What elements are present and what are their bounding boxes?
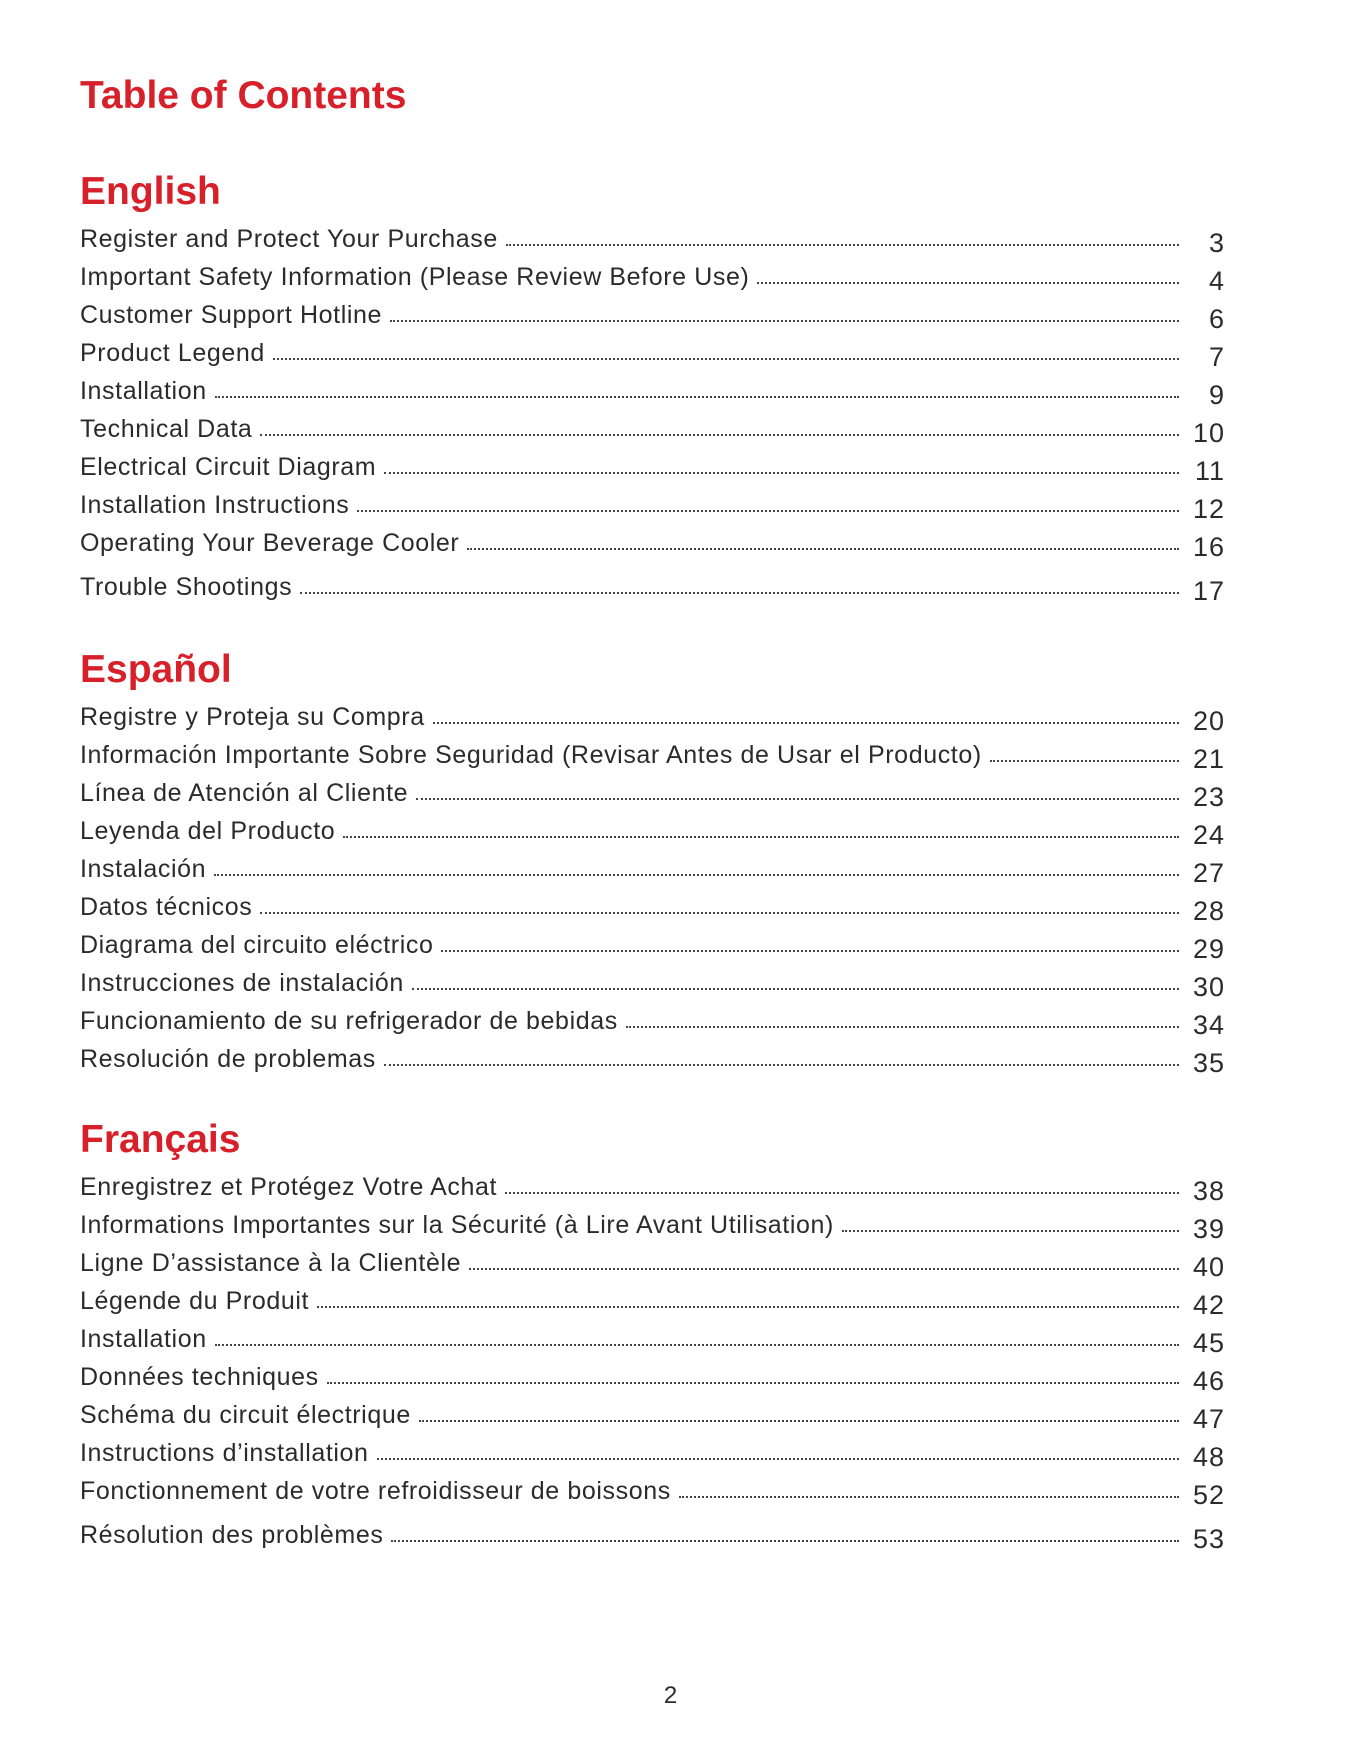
dot-leader (273, 357, 1179, 360)
toc-entry-page-number: 4 (1208, 266, 1225, 296)
dot-leader (757, 281, 1179, 284)
dot-leader (419, 1419, 1179, 1422)
toc-entry-label: Installation (80, 1325, 207, 1353)
toc-entry-label: Installation (80, 377, 207, 405)
toc-entry[interactable] (80, 732, 1225, 774)
toc-entry-page-number: 48 (1192, 1442, 1225, 1472)
toc-entry[interactable] (80, 694, 1225, 736)
toc-entry[interactable] (80, 1430, 1225, 1472)
toc-entry-page-number: 10 (1192, 418, 1225, 448)
section-heading: English (80, 170, 221, 213)
toc-entry-page-number: 20 (1192, 706, 1225, 736)
toc-entry[interactable] (80, 846, 1225, 888)
dot-leader (469, 1267, 1179, 1270)
toc-entry-label: Diagrama del circuito eléctrico (80, 931, 434, 959)
toc-entry[interactable] (80, 960, 1225, 1002)
toc-page (80, 0, 1225, 1761)
toc-entry-label: Leyenda del Producto (80, 817, 336, 845)
dot-leader (390, 319, 1179, 322)
toc-entry-label: Datos técnicos (80, 893, 253, 921)
toc-entry[interactable] (80, 482, 1225, 524)
toc-entry[interactable] (80, 1036, 1225, 1078)
toc-entry-page-number: 9 (1208, 380, 1225, 410)
dot-leader (441, 949, 1179, 952)
toc-entry[interactable] (80, 216, 1225, 258)
dot-leader (384, 471, 1179, 474)
section-espanol (80, 648, 1225, 1078)
toc-entry-page-number: 53 (1192, 1524, 1225, 1554)
toc-entry-page-number: 52 (1192, 1480, 1225, 1510)
toc-entry-label: Données techniques (80, 1363, 319, 1391)
toc-entry[interactable] (80, 1506, 1225, 1554)
toc-entry[interactable] (80, 1164, 1225, 1206)
toc-entry-label: Operating Your Beverage Cooler (80, 529, 460, 557)
toc-entry-page-number: 30 (1192, 972, 1225, 1002)
toc-entry-page-number: 23 (1192, 782, 1225, 812)
toc-entry-page-number: 17 (1192, 576, 1225, 606)
dot-leader (842, 1229, 1179, 1232)
toc-list (80, 216, 1225, 606)
toc-entry[interactable] (80, 770, 1225, 812)
dot-leader (215, 395, 1179, 398)
toc-entry-page-number: 21 (1192, 744, 1225, 774)
toc-entry[interactable] (80, 330, 1225, 372)
toc-entry[interactable] (80, 368, 1225, 410)
section-heading: Español (80, 648, 232, 691)
toc-entry-label: Résolution des problèmes (80, 1521, 384, 1549)
toc-entry[interactable] (80, 1354, 1225, 1396)
section-heading: Français (80, 1118, 241, 1161)
toc-list (80, 1164, 1225, 1554)
dot-leader (626, 1025, 1179, 1028)
toc-entry-page-number: 24 (1192, 820, 1225, 850)
toc-entry[interactable] (80, 808, 1225, 850)
toc-entry-page-number: 35 (1192, 1048, 1225, 1078)
toc-entry[interactable] (80, 1468, 1225, 1510)
toc-entry-page-number: 27 (1192, 858, 1225, 888)
toc-entry-label: Registre y Proteja su Compra (80, 703, 425, 731)
toc-entry-label: Información Importante Sobre Seguridad (Revisar Antes de Usar el Producto) (80, 741, 982, 769)
toc-entry-page-number: 46 (1192, 1366, 1225, 1396)
toc-entry-page-number: 40 (1192, 1252, 1225, 1282)
toc-entry[interactable] (80, 1316, 1225, 1358)
toc-entry-label: Technical Data (80, 415, 253, 443)
toc-entry-label: Electrical Circuit Diagram (80, 453, 377, 481)
dot-leader (215, 1343, 1179, 1346)
toc-entry[interactable] (80, 406, 1225, 448)
toc-entry-label: Instructions d’installation (80, 1439, 369, 1467)
section-francais (80, 1118, 1225, 1554)
dot-leader (433, 721, 1179, 724)
toc-entry-page-number: 38 (1192, 1176, 1225, 1206)
toc-entry-page-number: 12 (1192, 494, 1225, 524)
toc-entry[interactable] (80, 884, 1225, 926)
toc-entry[interactable] (80, 1202, 1225, 1244)
toc-entry-label: Instrucciones de instalación (80, 969, 404, 997)
dot-leader (990, 759, 1179, 762)
dot-leader (357, 509, 1179, 512)
toc-entry[interactable] (80, 998, 1225, 1040)
toc-entry-label: Register and Protect Your Purchase (80, 225, 498, 253)
toc-entry-label: Important Safety Information (Please Review Before Use) (80, 263, 750, 291)
dot-leader (214, 873, 1179, 876)
toc-entry-page-number: 47 (1192, 1404, 1225, 1434)
toc-entry-page-number: 6 (1208, 304, 1225, 334)
toc-entry[interactable] (80, 1392, 1225, 1434)
toc-entry[interactable] (80, 1240, 1225, 1282)
toc-entry[interactable] (80, 520, 1225, 562)
toc-entry-page-number: 16 (1192, 532, 1225, 562)
toc-entry-page-number: 34 (1192, 1010, 1225, 1040)
toc-entry-label: Enregistrez et Protégez Votre Achat (80, 1173, 498, 1201)
toc-entry-page-number: 11 (1194, 456, 1225, 486)
dot-leader (416, 797, 1179, 800)
dot-leader (327, 1381, 1179, 1384)
toc-entry-label: Resolución de problemas (80, 1045, 376, 1073)
toc-entry-label: Informations Importantes sur la Sécurité (à Lire Avant Utilisation) (80, 1211, 834, 1239)
toc-entry-label: Trouble Shootings (80, 573, 293, 601)
dot-leader (377, 1457, 1179, 1460)
toc-entry-label: Installation Instructions (80, 491, 350, 519)
toc-entry-label: Funcionamiento de su refrigerador de bebidas (80, 1007, 618, 1035)
toc-entry[interactable] (80, 1278, 1225, 1320)
toc-entry-label: Fonctionnement de votre refroidisseur de boissons (80, 1477, 671, 1505)
dot-leader (384, 1063, 1179, 1066)
toc-entry-label: Customer Support Hotline (80, 301, 383, 329)
toc-entry-label: Product Legend (80, 339, 265, 367)
dot-leader (391, 1539, 1179, 1542)
toc-entry-page-number: 7 (1208, 342, 1225, 372)
page-title: Table of Contents (80, 74, 407, 117)
toc-entry-label: Instalación (80, 855, 207, 883)
section-english (80, 170, 1225, 606)
toc-entry[interactable] (80, 922, 1225, 964)
dot-leader (300, 591, 1179, 594)
page-number: 2 (663, 1682, 678, 1709)
dot-leader (317, 1305, 1179, 1308)
toc-entry-page-number: 28 (1192, 896, 1225, 926)
dot-leader (343, 835, 1179, 838)
toc-entry-label: Légende du Produit (80, 1287, 310, 1315)
toc-list (80, 694, 1225, 1078)
toc-entry-page-number: 29 (1192, 934, 1225, 964)
toc-entry-page-number: 45 (1192, 1328, 1225, 1358)
toc-entry-page-number: 3 (1208, 228, 1225, 258)
toc-entry-page-number: 42 (1192, 1290, 1225, 1320)
dot-leader (412, 987, 1179, 990)
toc-entry-label: Ligne D’assistance à la Clientèle (80, 1249, 462, 1277)
toc-entry-label: Línea de Atención al Cliente (80, 779, 409, 807)
toc-entry[interactable] (80, 292, 1225, 334)
dot-leader (260, 433, 1179, 436)
toc-entry-page-number: 39 (1192, 1214, 1225, 1244)
toc-entry[interactable] (80, 558, 1225, 606)
toc-entry[interactable] (80, 254, 1225, 296)
toc-entry-label: Schéma du circuit électrique (80, 1401, 411, 1429)
dot-leader (679, 1495, 1179, 1498)
dot-leader (467, 547, 1179, 550)
dot-leader (506, 243, 1179, 246)
dot-leader (505, 1191, 1179, 1194)
dot-leader (260, 911, 1179, 914)
toc-entry[interactable] (80, 444, 1225, 486)
